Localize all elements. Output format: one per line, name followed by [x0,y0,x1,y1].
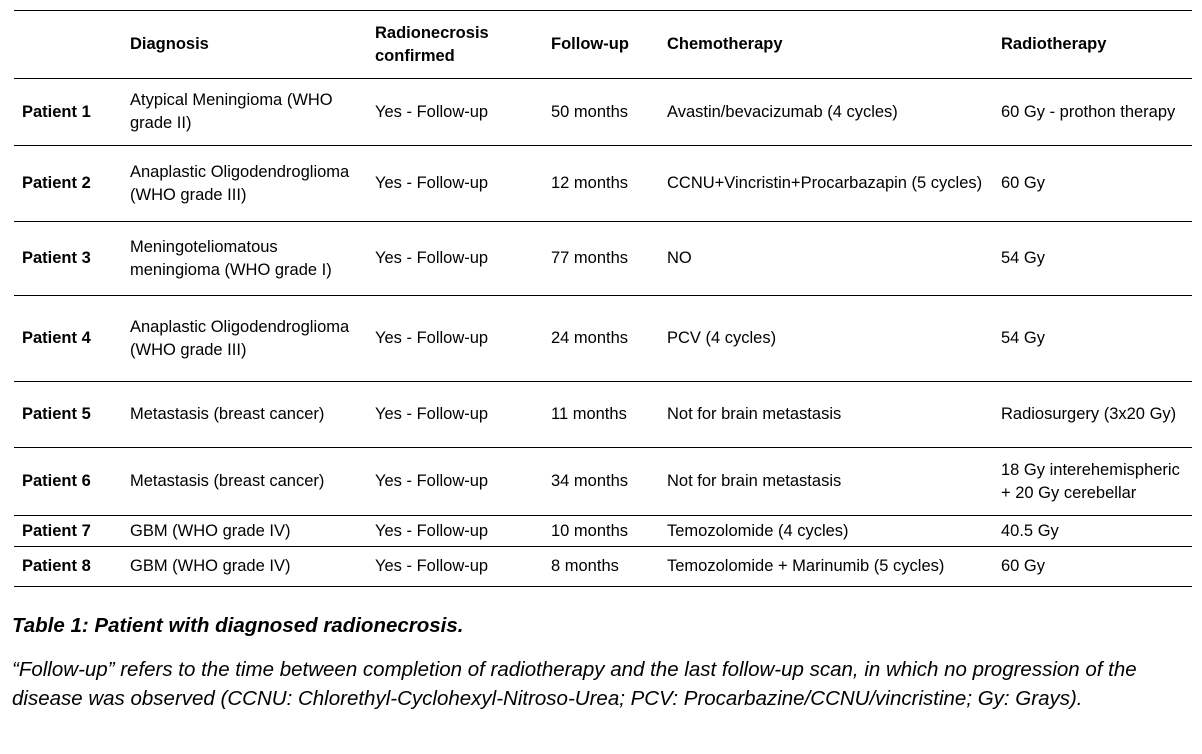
radiotherapy-cell: 60 Gy [1001,557,1046,575]
radionecrosis-cell: Yes - Follow-up [375,557,489,575]
patient-name-cell: Patient 7 [22,521,91,540]
radionecrosis-cell: Yes - Follow-up [375,405,489,423]
diagnosis-cell: GBM (WHO grade IV) [130,521,291,540]
chemotherapy-cell: Temozolomide (4 cycles) [667,521,849,540]
patient-name-cell: Patient 4 [22,329,91,347]
header-radiotherapy: Radiotherapy [1001,35,1107,53]
patient-name-cell: Patient 1 [22,102,91,121]
chemotherapy-cell: Avastin/bevacizumab (4 cycles) [667,102,898,121]
table-row [14,79,1192,146]
chemotherapy-cell: PCV (4 cycles) [667,329,777,347]
radionecrosis-table [14,10,1192,587]
diagnosis-cell: Metastasis (breast cancer) [130,472,325,490]
patient-name-cell: Patient 3 [22,249,91,267]
radionecrosis-cell: Yes - Follow-up [375,102,489,121]
followup-cell: 12 months [551,174,629,192]
table-row [14,382,1192,448]
diagnosis-cell: Meningoteliomatous meningioma (WHO grade I) [130,237,332,279]
chemotherapy-cell: Not for brain metastasis [667,405,842,423]
radiotherapy-cell: 60 Gy [1001,174,1046,192]
patient-name-cell: Patient 2 [22,174,91,192]
chemotherapy-cell: Temozolomide + Marinumib (5 cycles) [667,557,945,575]
patient-name-cell: Patient 5 [22,405,91,423]
header-chemotherapy: Chemotherapy [667,35,783,53]
radionecrosis-cell: Yes - Follow-up [375,174,489,192]
table-row [14,296,1192,382]
diagnosis-cell: Metastasis (breast cancer) [130,405,325,423]
radiotherapy-cell: 18 Gy interehemispheric + 20 Gy cerebellar [1001,460,1180,502]
header-diagnosis: Diagnosis [130,35,209,53]
table-row [14,146,1192,222]
followup-cell: 10 months [551,521,629,540]
followup-cell: 34 months [551,472,629,490]
radiotherapy-cell: 54 Gy [1001,329,1046,347]
table-footnote: “Follow-up” refers to the time between completion of radiotherapy and the last follow-up scan, in which no progression of the disease was observed (CCNU: Chlorethyl-Cyclohexyl-Nitroso-Urea; PCV: Procarbazine/CCNU/vincristine; Gy: Grays). [12,658,1137,710]
header-radionecrosis: Radionecrosis confirmed [375,23,489,65]
table-row [14,516,1192,547]
table-caption: Table 1: Patient with diagnosed radionecrosis. [12,614,464,637]
followup-cell: 11 months [551,405,627,423]
radiotherapy-cell: 54 Gy [1001,249,1046,267]
patient-name-cell: Patient 8 [22,557,91,575]
patient-name-cell: Patient 6 [22,472,91,490]
followup-cell: 50 months [551,102,629,121]
table-header-row [14,11,1192,79]
table-row [14,547,1192,587]
radionecrosis-cell: Yes - Follow-up [375,329,489,347]
followup-cell: 8 months [551,557,619,575]
radionecrosis-cell: Yes - Follow-up [375,472,489,490]
table-row [14,222,1192,296]
chemotherapy-cell: NO [667,249,692,267]
followup-cell: 77 months [551,249,629,267]
radiotherapy-cell: 40.5 Gy [1001,521,1059,540]
chemotherapy-cell: Not for brain metastasis [667,472,842,490]
followup-cell: 24 months [551,329,629,347]
radiotherapy-cell: Radiosurgery (3x20 Gy) [1001,405,1177,423]
header-followup: Follow-up [551,35,629,53]
diagnosis-cell: Atypical Meningioma (WHO grade II) [130,91,333,132]
diagnosis-cell: Anaplastic Oligodendroglioma (WHO grade III) [130,317,350,359]
radiotherapy-cell: 60 Gy - prothon therapy [1001,102,1176,121]
diagnosis-cell: GBM (WHO grade IV) [130,557,291,575]
table-row [14,448,1192,516]
chemotherapy-cell: CCNU+Vincristin+Procarbazapin (5 cycles) [667,174,983,192]
header-stub [14,11,122,79]
diagnosis-cell: Anaplastic Oligodendroglioma (WHO grade III) [130,162,350,204]
radionecrosis-cell: Yes - Follow-up [375,521,489,540]
radionecrosis-cell: Yes - Follow-up [375,249,489,267]
